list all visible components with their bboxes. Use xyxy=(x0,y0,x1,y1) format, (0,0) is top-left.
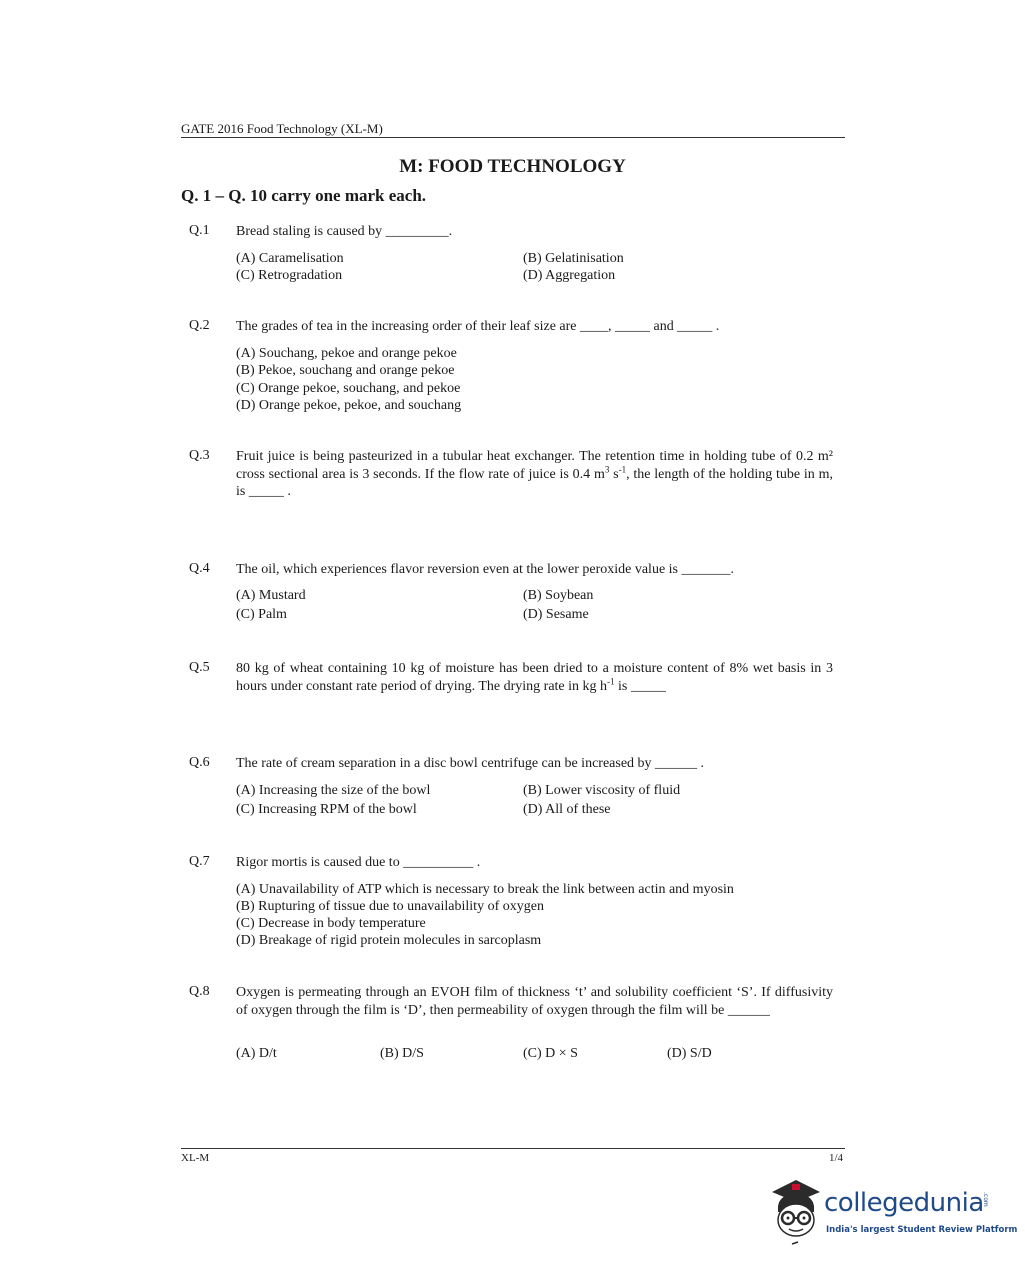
question-text-part: is _____ xyxy=(614,678,666,694)
option-c: (C) Retrogradation xyxy=(236,268,343,283)
question-number: Q.8 xyxy=(189,984,210,999)
question-text: The oil, which experiences flavor reversion even at the lower peroxide value is _______. xyxy=(236,562,734,577)
mascot-icon xyxy=(768,1176,824,1248)
question-text xyxy=(236,448,833,501)
superscript: 3 xyxy=(604,463,610,474)
option-c: (C) Increasing RPM of the bowl xyxy=(236,802,417,817)
option-d: (D) S/D xyxy=(667,1046,712,1061)
question-text: Oxygen is permeating through an EVOH film of thickness ‘t’ and solubility coefficient ‘S’. If diffusivity of oxygen through the film is ‘D’, then permeability of oxygen through the film will be ______ xyxy=(236,985,833,1018)
question-number: Q.1 xyxy=(189,223,210,238)
option-c: (C) Palm xyxy=(236,607,287,622)
collegedunia-logo xyxy=(768,1176,1018,1256)
option-b: (B) Pekoe, souchang and orange pekoe xyxy=(236,363,455,378)
option-b: (B) Rupturing of tissue due to unavailability of oxygen xyxy=(236,899,544,914)
option-a: (A) Unavailability of ATP which is necessary to break the link between actin and myosin xyxy=(236,882,734,897)
logo-wordmark: collegedunia xyxy=(824,1188,984,1218)
option-d: (D) All of these xyxy=(523,802,611,817)
superscript: -1 xyxy=(607,675,615,686)
option-a: (A) Mustard xyxy=(236,588,306,603)
question-number: Q.6 xyxy=(189,755,210,770)
option-c: (C) D × S xyxy=(523,1046,578,1061)
header-rule xyxy=(181,137,845,138)
footer-rule xyxy=(181,1148,845,1149)
question-text: The rate of cream separation in a disc bowl centrifuge can be increased by ______ . xyxy=(236,756,705,771)
option-d: (D) Orange pekoe, pekoe, and souchang xyxy=(236,398,462,413)
option-a: (A) Increasing the size of the bowl xyxy=(236,783,431,798)
option-a: (A) Caramelisation xyxy=(236,251,344,266)
question-number: Q.2 xyxy=(189,318,210,333)
option-a: (A) D/t xyxy=(236,1046,277,1061)
logo-suffix: .com xyxy=(982,1192,989,1207)
question-number: Q.3 xyxy=(189,448,210,463)
logo-tagline: India's largest Student Review Platform xyxy=(826,1225,1018,1235)
question-text-part: 80 kg of wheat containing 10 kg of moisture has been dried to a moisture content of 8% wet basis in 3 hours under constant rate period of drying. The drying rate in kg h xyxy=(236,661,833,694)
question-text: Bread staling is caused by _________. xyxy=(236,224,453,239)
question-number: Q.4 xyxy=(189,561,210,576)
page-number: 1/4 xyxy=(829,1152,844,1164)
option-b: (B) D/S xyxy=(380,1046,424,1061)
option-b: (B) Lower viscosity of fluid xyxy=(523,783,681,798)
question-text xyxy=(236,660,833,695)
section-subtitle: Q. 1 – Q. 10 carry one mark each. xyxy=(181,186,427,205)
option-b: (B) Soybean xyxy=(523,588,594,603)
footer-code: XL-M xyxy=(181,1152,210,1164)
option-a: (A) Souchang, pekoe and orange pekoe xyxy=(236,346,457,361)
option-d: (D) Aggregation xyxy=(523,268,616,283)
option-b: (B) Gelatinisation xyxy=(523,251,624,266)
question-number: Q.5 xyxy=(189,660,210,675)
section-title: M: FOOD TECHNOLOGY xyxy=(399,156,626,177)
question-number: Q.7 xyxy=(189,854,210,869)
question-text-part: s xyxy=(609,466,619,482)
option-d: (D) Breakage of rigid protein molecules in sarcoplasm xyxy=(236,933,542,948)
question-text-part: , the length of the holding tube in m, is _____ . xyxy=(236,466,833,499)
option-c: (C) Orange pekoe, souchang, and pekoe xyxy=(236,381,461,396)
superscript: -1 xyxy=(618,463,627,474)
question-text: The grades of tea in the increasing order of their leaf size are ____, _____ and _____ . xyxy=(236,319,720,334)
question-text-part: Fruit juice is being pasteurized in a tubular heat exchanger. The retention time in holding tube of 0.2 m² cross sectional area is 3 seconds. If the flow rate of juice is 0.4 m xyxy=(236,449,833,482)
question-text: Rigor mortis is caused due to __________ . xyxy=(236,855,481,870)
option-d: (D) Sesame xyxy=(523,607,589,622)
exam-header-title: GATE 2016 Food Technology (XL-M) xyxy=(181,121,383,136)
option-c: (C) Decrease in body temperature xyxy=(236,916,426,931)
